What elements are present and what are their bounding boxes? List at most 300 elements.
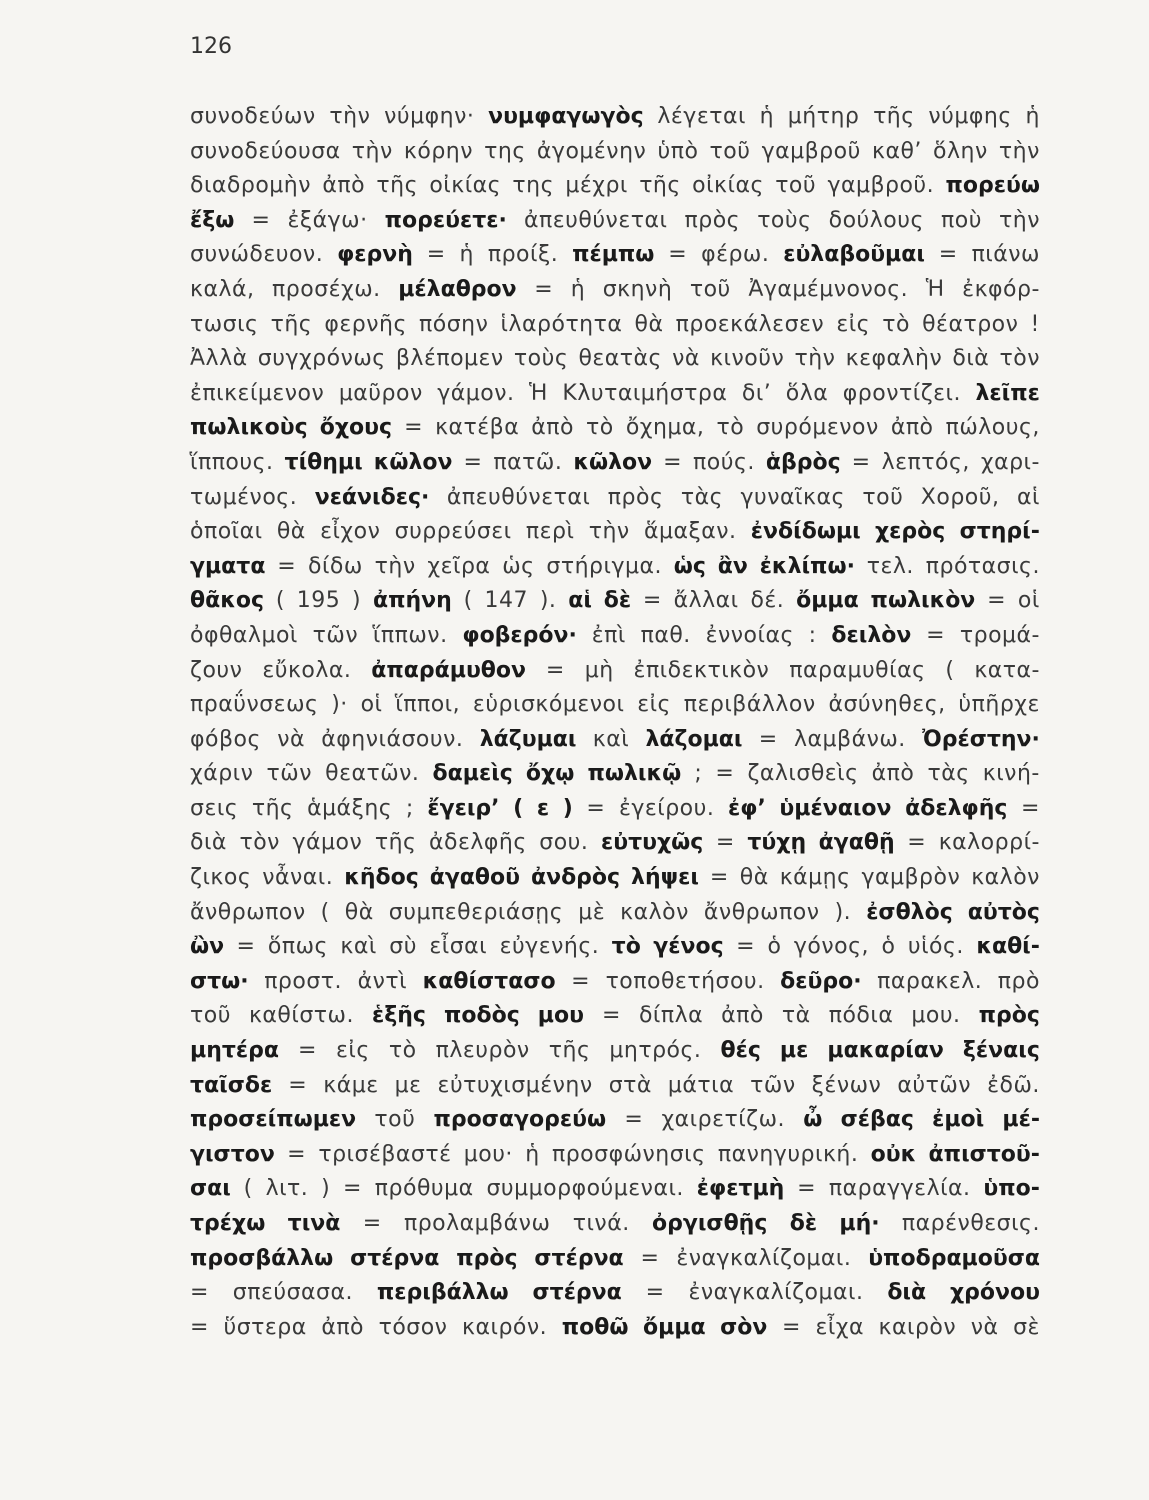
gloss-word: ἡ — [570, 276, 586, 302]
gloss-word: ἐπὶ — [591, 622, 626, 648]
gloss-word: τὰς — [680, 484, 724, 510]
gloss-word: 195 — [296, 588, 341, 614]
gloss-word: τοὺς — [757, 207, 812, 233]
gloss-word: φερνῆς — [324, 311, 407, 337]
gloss-word: κόρην — [403, 138, 474, 164]
gloss-word: = — [709, 865, 729, 891]
text-line — [190, 515, 1040, 550]
gloss-word: θεατῶν. — [325, 761, 420, 787]
text-line — [190, 688, 1040, 723]
gloss-word: = — [602, 1003, 621, 1029]
gloss-word: = — [715, 830, 735, 856]
gloss-word: ἐπιδεκτικὸν — [633, 657, 770, 683]
headword: ἐφ’ — [727, 795, 766, 821]
gloss-word: ἀπὸ — [322, 173, 366, 199]
gloss-word: καιρὸν — [878, 1314, 957, 1340]
headword: μου — [537, 1003, 584, 1029]
gloss-word: εὐτυχισμένην — [437, 1072, 593, 1098]
gloss-word: καθ’ — [871, 138, 922, 164]
gloss-word: γαμβροῦ. — [827, 173, 935, 199]
gloss-word: καλορρί- — [938, 830, 1040, 856]
gloss-word: ἡ — [759, 104, 775, 129]
text-line — [190, 273, 1040, 308]
gloss-word: συρόμενον — [756, 415, 879, 441]
gloss-word: τὴν — [374, 553, 416, 579]
gloss-word: καὶ — [592, 726, 630, 752]
headword: ἀπαράμυθον — [371, 657, 527, 683]
gloss-word: τοῦ — [374, 1107, 416, 1133]
gloss-word: ἐγείρου. — [618, 795, 715, 821]
headword: προσείπωμεν — [190, 1107, 357, 1133]
gloss-word: πανηγυρική. — [717, 1141, 859, 1167]
gloss-word: εἶχα — [815, 1314, 864, 1340]
gloss-word: θέατρον — [922, 311, 1019, 337]
headword: ) — [562, 795, 573, 821]
gloss-word: ὅπως — [267, 934, 328, 960]
headword: ἑξῆς — [371, 1003, 426, 1029]
gloss-word: τοῦ — [689, 276, 731, 302]
gloss-word: τῶν — [750, 1072, 796, 1098]
text-line — [190, 792, 1040, 827]
glossary-text-block — [190, 100, 1040, 1345]
gloss-word: σκηνὴ — [602, 276, 673, 302]
gloss-word: χάριν — [190, 761, 254, 787]
gloss-word: κινοῦν — [710, 346, 785, 372]
gloss-word: ἡ — [459, 242, 474, 268]
headword: τύχῃ — [747, 830, 807, 856]
gloss-word: ( — [243, 1176, 253, 1202]
headword: πρὸς — [456, 1245, 518, 1271]
gloss-word: = — [534, 276, 554, 302]
gloss-word: προίξ. — [487, 242, 559, 268]
gloss-word: ( — [945, 657, 955, 683]
gloss-word: ( — [320, 899, 330, 925]
gloss-word: = — [926, 622, 946, 648]
gloss-word: ἄλλαι — [673, 588, 739, 614]
headword: σαι — [190, 1176, 231, 1202]
gloss-word: πούς. — [693, 449, 755, 475]
gloss-word: σὲ — [1013, 1314, 1040, 1340]
headword: Ὀρέστην· — [922, 726, 1040, 752]
text-line — [190, 619, 1040, 654]
headword: δειλὸν — [831, 622, 912, 648]
text-line — [190, 826, 1040, 861]
headword: τρέχω — [190, 1211, 266, 1236]
text-line — [190, 446, 1040, 481]
gloss-word: παρακελ. — [877, 968, 983, 994]
gloss-word: παραγγελία. — [828, 1176, 971, 1202]
gloss-word: χαρι- — [980, 449, 1040, 475]
headword: ὑμέναιον — [779, 795, 892, 821]
gloss-word: ἐδῶ. — [987, 1072, 1040, 1098]
gloss-word: τοῦ — [775, 173, 817, 199]
gloss-word: θὰ — [634, 311, 664, 337]
gloss-word: κάμῃς — [779, 865, 851, 891]
gloss-word: τὸ — [388, 1038, 417, 1064]
gloss-word: ἵππους. — [190, 449, 274, 475]
text-line — [190, 411, 1040, 446]
gloss-word: ἀπὸ — [531, 415, 574, 441]
text-line — [190, 1311, 1040, 1346]
gloss-word: τωμένος. — [190, 484, 298, 510]
gloss-word: σπεύσασα. — [232, 1280, 353, 1306]
gloss-word: τοποθετήσου. — [605, 968, 765, 994]
gloss-word: χαιρετίζω. — [661, 1107, 786, 1133]
gloss-word: ἀπὸ — [871, 761, 915, 787]
gloss-word: καλὸν — [620, 899, 689, 925]
headword: διὰ — [887, 1280, 927, 1306]
gloss-word: λέγεται — [657, 104, 746, 129]
headword: μέλαθρον — [398, 276, 517, 302]
gloss-word: οἰκίας — [429, 173, 502, 199]
gloss-word: ὅλα — [785, 380, 829, 406]
gloss-word: γάμον. — [437, 380, 515, 406]
gloss-word: ἁμάξης — [307, 795, 393, 821]
gloss-word: ἐναγκαλίζομαι. — [688, 1280, 864, 1306]
text-line — [190, 1172, 1040, 1207]
gloss-word: μου· — [463, 1141, 513, 1167]
headword: θᾶκος — [190, 588, 265, 614]
gloss-word: παρένθεσις. — [901, 1211, 1040, 1236]
gloss-word: ἐξάγω· — [287, 207, 368, 233]
gloss-word: παθ. — [640, 622, 691, 648]
gloss-word: δούλους — [828, 207, 924, 233]
headword: σὸν — [720, 1314, 768, 1340]
gloss-word: θὰ — [344, 899, 374, 925]
text-line — [190, 584, 1040, 619]
gloss-word: τὴν — [351, 138, 393, 164]
headword: ἐσθλὸς — [866, 899, 953, 925]
gloss-word: )· — [331, 692, 348, 718]
gloss-word: ! — [1030, 311, 1040, 337]
gloss-word: = — [343, 1176, 362, 1202]
gloss-word: = — [287, 1141, 307, 1167]
gloss-word: διαδρομὴν — [190, 173, 312, 199]
gloss-word: Κλυταιμήστρα — [562, 380, 728, 406]
gloss-word: καιρόν. — [462, 1314, 548, 1340]
headword: ὄχῳ — [525, 761, 575, 787]
gloss-word: = — [362, 1211, 382, 1236]
gloss-word: = — [624, 1107, 644, 1133]
gloss-word: = — [758, 726, 778, 752]
gloss-word: ). — [834, 899, 852, 925]
headword: ποθῶ — [561, 1314, 629, 1340]
headword: ἁβρὸς — [765, 449, 841, 475]
gloss-word: εἰς — [336, 1038, 370, 1064]
headword: ἀπιστοῦ- — [928, 1141, 1040, 1167]
headword: λάζομαι — [645, 726, 743, 752]
headword: εὐλαβοῦμαι — [783, 242, 925, 268]
page-number: 126 — [190, 34, 232, 59]
gloss-word: μήτηρ — [787, 104, 860, 129]
gloss-word: σὺ — [389, 934, 417, 960]
gloss-word: πρὸς — [684, 207, 741, 233]
gloss-word: τῶν — [266, 761, 312, 787]
gloss-word: στήριγμα. — [546, 553, 662, 579]
headword: κῶλον — [373, 449, 453, 475]
gloss-word: Ἡ — [529, 380, 548, 406]
gloss-word: Ἀγαμέμνονος. — [748, 276, 909, 302]
gloss-word: ἀγομένην — [536, 138, 647, 164]
gloss-word: ὡς — [502, 553, 535, 579]
gloss-word: γάμον — [292, 830, 363, 856]
gloss-word: = — [645, 1280, 665, 1306]
gloss-word: = — [851, 449, 871, 475]
gloss-word: λιτ. — [265, 1176, 309, 1202]
gloss-word: πατῶ. — [493, 449, 563, 475]
gloss-word: εἶσαι — [429, 934, 488, 960]
text-line — [190, 169, 1040, 204]
gloss-word: δίδω — [308, 553, 363, 579]
headword: ἐφετμὴ — [696, 1176, 785, 1202]
gloss-word: = — [907, 830, 927, 856]
gloss-word: συμμορφούμεναι. — [486, 1176, 684, 1202]
gloss-word: ( — [275, 588, 285, 614]
headword: λεῖπε — [975, 380, 1040, 406]
gloss-word: νύμφης — [928, 104, 1012, 129]
gloss-word: τρισέβαστέ — [318, 1141, 452, 1167]
text-line — [190, 965, 1040, 1000]
gloss-word: ὑπῆρχε — [958, 692, 1040, 718]
gloss-word: = — [642, 588, 662, 614]
gloss-word: τὴν — [999, 207, 1040, 233]
gloss-word: γαμβρὸν — [861, 865, 961, 891]
gloss-word: ἅμαξαν. — [643, 519, 737, 545]
gloss-word: βλέπομεν — [395, 346, 504, 372]
gloss-word: τῆς — [251, 795, 294, 821]
gloss-word: τὴν — [794, 346, 836, 372]
gloss-word: ὑπὸ — [657, 138, 699, 164]
headword: πορεύετε· — [384, 207, 507, 233]
headword: τίθημι — [284, 449, 363, 475]
headword: προσβάλλω — [190, 1245, 334, 1271]
headword: ἐκλίπω· — [759, 553, 855, 579]
gloss-word: πραΰνσεως — [190, 692, 319, 718]
headword: δὲ — [603, 588, 632, 614]
gloss-word: τὸ — [586, 415, 614, 441]
gloss-word: = — [668, 242, 688, 268]
gloss-word: τῆς — [270, 311, 313, 337]
gloss-word: τῶν — [312, 622, 359, 648]
gloss-word: τὸν — [999, 346, 1040, 372]
gloss-word: μάτια — [667, 1072, 735, 1098]
gloss-word: οἰκίας — [692, 173, 764, 199]
headword: αἱ — [568, 588, 592, 614]
text-line — [190, 1207, 1040, 1242]
headword: με — [779, 1038, 809, 1064]
gloss-word: ἀσύνηθες, — [828, 692, 946, 718]
headword: πρὸς — [978, 1003, 1040, 1029]
headword: θές — [720, 1038, 761, 1064]
gloss-word: τῆς — [873, 104, 915, 129]
gloss-word: γαμβροῦ — [761, 138, 861, 164]
gloss-word: ; — [694, 761, 703, 787]
gloss-word: ἀντὶ — [357, 968, 408, 994]
headword: νεάνιδες· — [314, 484, 430, 510]
gloss-word: ἵπποι, — [395, 692, 461, 718]
headword: δεῦρο· — [780, 968, 862, 994]
gloss-word: ; — [405, 795, 414, 821]
gloss-word: τωσις — [190, 311, 259, 337]
text-line — [190, 1069, 1040, 1104]
gloss-word: τινά. — [572, 1211, 630, 1236]
headword: δαμεὶς — [432, 761, 513, 787]
gloss-word: ἀπὸ — [721, 1003, 764, 1029]
gloss-word: τοὺς — [513, 346, 569, 372]
gloss-word: ἀπευθύνεται — [524, 207, 668, 233]
gloss-word: γυναῖκας — [740, 484, 845, 510]
headword: ποδὸς — [443, 1003, 520, 1029]
gloss-word: = — [190, 1280, 209, 1306]
headword: ὀργισθῇς — [652, 1211, 768, 1236]
gloss-word: = — [463, 449, 483, 475]
text-line — [190, 861, 1040, 896]
gloss-word: εἶχον — [320, 519, 381, 545]
gloss-word: σεις — [190, 795, 239, 821]
gloss-word: μὴ — [584, 657, 614, 683]
headword: μή· — [839, 1211, 880, 1236]
headword: πωλικοὺς — [190, 415, 308, 441]
gloss-word: = — [277, 553, 297, 579]
gloss-word: ἀφηνιάσουν. — [321, 726, 464, 752]
headword: ταῖσδε — [190, 1072, 273, 1098]
headword: σέβας — [840, 1107, 914, 1133]
headword: μέ- — [1002, 1107, 1040, 1133]
text-line — [190, 135, 1040, 170]
headword: ἔγειρ’ — [427, 795, 500, 821]
gloss-word: ἐναγκαλίζομαι. — [676, 1245, 852, 1271]
headword: ἐνδίδωμι — [750, 519, 861, 545]
gloss-word: ἡ — [525, 1141, 540, 1167]
gloss-word: ὕστερα — [223, 1314, 307, 1340]
gloss-word: οἱ — [360, 692, 383, 718]
gloss-word: ἄνθρωπον — [703, 899, 820, 925]
gloss-word: τῆς — [376, 173, 419, 199]
text-line — [190, 204, 1040, 239]
gloss-word: χεῖρα — [427, 553, 491, 579]
headword: πωλικὸν — [870, 588, 976, 614]
headword: μητέρα — [190, 1038, 279, 1064]
gloss-word: νύμφην· — [384, 104, 475, 129]
gloss-word: κάμε — [323, 1072, 379, 1098]
gloss-word: πλευρὸν — [435, 1038, 530, 1064]
gloss-word: συγχρόνως — [257, 346, 386, 372]
text-line — [190, 1103, 1040, 1138]
headword: ὢν — [190, 934, 225, 960]
gloss-word: εὑρισκόμενοι — [472, 692, 625, 718]
gloss-word: = — [190, 1314, 209, 1340]
gloss-word: καθίστω. — [248, 1003, 354, 1029]
headword: στέρνα — [534, 1245, 624, 1271]
gloss-word: τῆς — [374, 830, 417, 856]
gloss-word: ὄχημα, — [625, 415, 705, 441]
gloss-word: νὰ — [672, 346, 700, 372]
gloss-word: ( — [463, 588, 473, 614]
gloss-word: πρὸς — [607, 484, 664, 510]
gloss-word: περὶ — [525, 519, 575, 545]
gloss-word: γόνος, — [793, 934, 869, 960]
headword: χερὸς — [874, 519, 946, 545]
gloss-word: ποὺ — [940, 207, 982, 233]
headword: φερνὴ — [337, 242, 413, 268]
gloss-word: συνοδεύων — [190, 104, 316, 129]
gloss-word: αὐτῶν — [897, 1072, 972, 1098]
headword: στέρνα — [532, 1280, 622, 1306]
gloss-word: ἐννοίας — [705, 622, 794, 648]
gloss-word: τὰ — [781, 1003, 811, 1029]
gloss-word: λεπτός, — [881, 449, 970, 475]
gloss-word: τόσον — [378, 1314, 448, 1340]
headword: νυμφαγωγὸς — [488, 104, 644, 129]
text-line — [190, 308, 1040, 343]
headword: ὡς — [673, 553, 706, 579]
gloss-word: τὴν — [998, 138, 1040, 164]
gloss-word: παραμυθίας — [789, 657, 926, 683]
gloss-word: πόσην — [419, 311, 489, 337]
gloss-word: ἀπὸ — [321, 1314, 365, 1340]
gloss-word: ). — [539, 588, 557, 614]
gloss-word: Χοροῦ, — [920, 484, 1000, 510]
gloss-word: διὰ — [952, 346, 990, 372]
headword: ἀγαθοῦ — [429, 865, 521, 891]
gloss-word: καὶ — [340, 934, 377, 960]
gloss-word: ἀδελφῆς — [428, 830, 527, 856]
gloss-word: φροντίζει. — [842, 380, 961, 406]
headword: χρόνου — [949, 1280, 1040, 1306]
gloss-word: λαμβάνω. — [794, 726, 906, 752]
gloss-word: Ἀλλὰ — [190, 346, 248, 372]
gloss-word: κατα- — [974, 657, 1040, 683]
gloss-word: της — [484, 138, 526, 164]
gloss-word: = — [236, 934, 256, 960]
gloss-word: ζικος — [190, 865, 252, 891]
headword: προσαγορεύω — [433, 1107, 607, 1133]
gloss-word: κατέβα — [435, 415, 520, 441]
gloss-word: μου. — [911, 1003, 961, 1029]
gloss-word: = — [586, 795, 606, 821]
gloss-word: = — [938, 242, 958, 268]
gloss-word: ) — [352, 588, 362, 614]
gloss-word: τὸ — [882, 311, 910, 337]
gloss-word: οἱ — [1017, 588, 1040, 614]
headword: τὸ — [611, 934, 641, 960]
gloss-word: καλά, — [190, 276, 255, 302]
gloss-word: προεκάλεσεν — [675, 311, 825, 337]
gloss-word: περιβάλλον — [683, 692, 816, 718]
headword: ὄχους — [319, 415, 393, 441]
gloss-word: = — [251, 207, 271, 233]
headword: καθί- — [976, 934, 1040, 960]
gloss-word: νὰ — [277, 726, 305, 752]
text-line — [190, 550, 1040, 585]
headword: οὐκ — [870, 1141, 917, 1167]
gloss-word: = — [571, 968, 591, 994]
gloss-word: κεφαλὴν — [845, 346, 943, 372]
gloss-word: προστ. — [264, 968, 343, 994]
gloss-word: ἡ — [1025, 104, 1040, 129]
text-line — [190, 238, 1040, 273]
headword: λάζυμαι — [479, 726, 577, 752]
gloss-word: κινή- — [982, 761, 1040, 787]
text-line — [190, 757, 1040, 792]
gloss-word: : — [808, 622, 817, 648]
headword: περιβάλλω — [376, 1280, 509, 1306]
gloss-word: νἆναι. — [262, 865, 334, 891]
gloss-word: ζουν — [190, 657, 243, 683]
gloss-word: πόδια — [828, 1003, 894, 1029]
gloss-word: τρομά- — [959, 622, 1040, 648]
headword: ὦ — [803, 1107, 823, 1133]
